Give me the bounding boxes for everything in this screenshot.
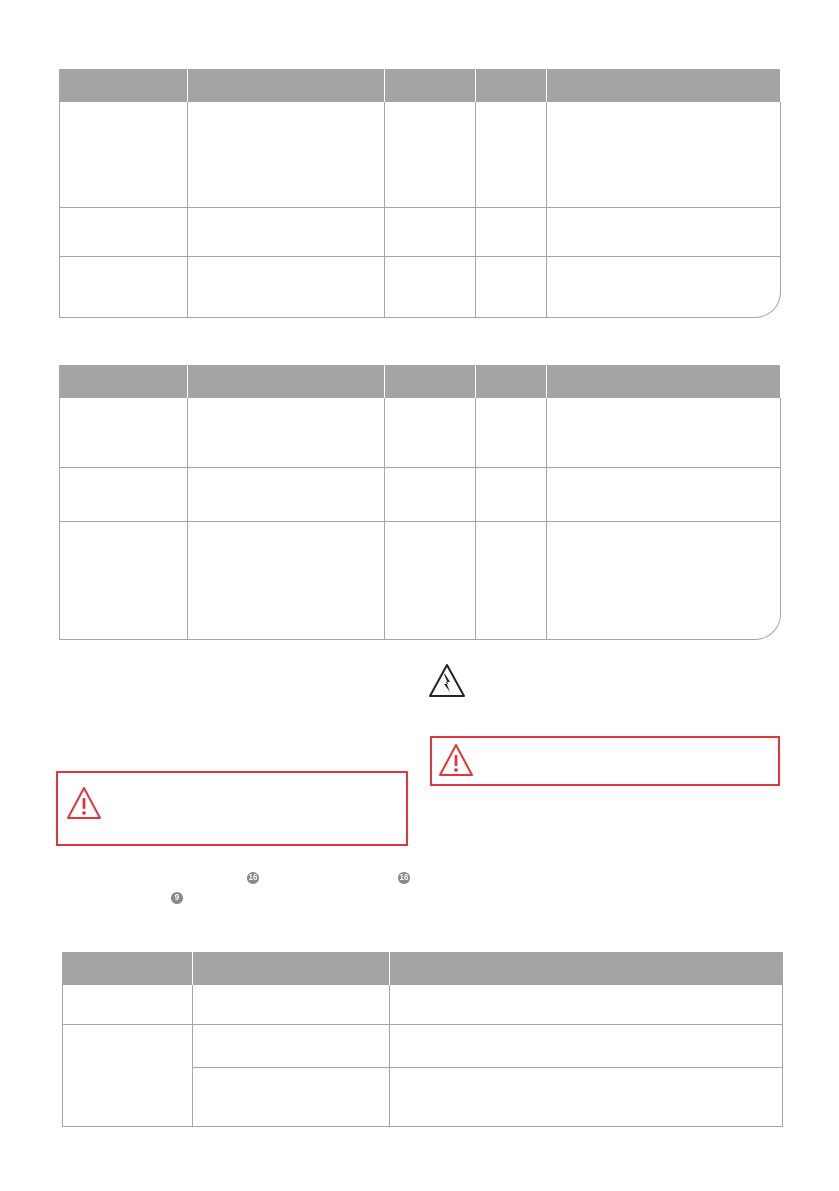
table-row-divider [60, 467, 781, 468]
table-1-header [60, 69, 780, 102]
table-row-divider [63, 1024, 783, 1025]
exclamation-warning-icon [437, 742, 475, 778]
table-2 [59, 365, 780, 640]
table-3-header [63, 952, 782, 985]
table-row-divider [60, 521, 781, 522]
warning-box-right [430, 736, 780, 786]
table-1 [59, 69, 780, 318]
warning-box-left [56, 771, 408, 846]
table-2-header [60, 365, 780, 398]
exclamation-warning-icon [65, 785, 103, 821]
callout-marker-icon: 16 [248, 873, 258, 882]
table-row-divider [60, 256, 781, 257]
table-3 [62, 952, 783, 1127]
high-voltage-warning-icon [428, 663, 466, 698]
callout-marker-icon: 9 [171, 892, 183, 904]
table-row-divider [60, 207, 781, 208]
callout-marker-icon: 16 [399, 873, 409, 882]
table-row-divider [192, 1067, 783, 1068]
